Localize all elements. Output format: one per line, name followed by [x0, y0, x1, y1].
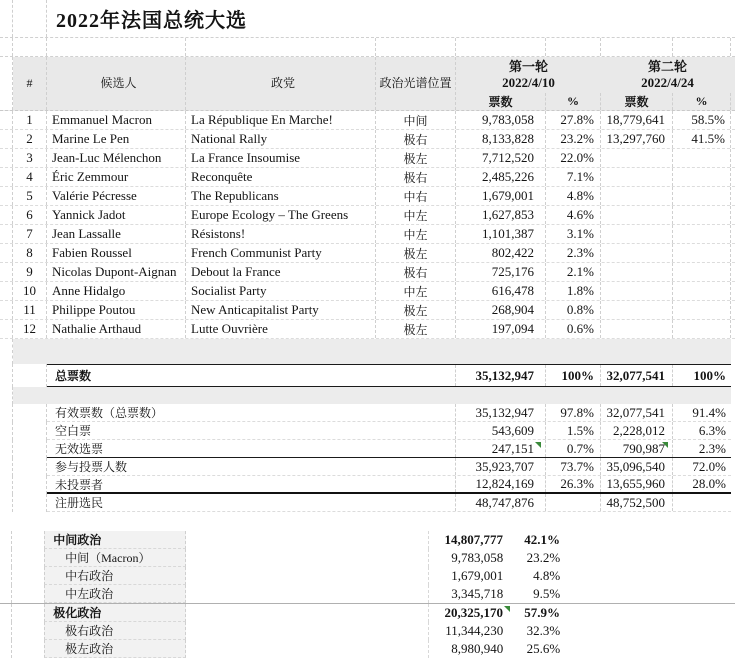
spectrum-cell[interactable]: 极左 [376, 244, 456, 262]
round1-votes-cell[interactable]: 616,478 [456, 282, 546, 300]
spacer-row [0, 387, 735, 404]
round2-pct-cell[interactable] [673, 168, 731, 186]
candidate-row [0, 111, 735, 130]
candidate-number-cell[interactable]: 1 [13, 111, 47, 129]
analysis-pct-cell[interactable]: 57.9% [524, 605, 561, 620]
blank-cell [566, 585, 735, 603]
gutter [0, 206, 13, 224]
blank-cell [186, 567, 429, 585]
spectrum-cell[interactable]: 中右 [376, 187, 456, 205]
blank-cell[interactable] [13, 440, 47, 458]
blank-cell[interactable] [12, 622, 44, 640]
gutter [0, 440, 13, 458]
candidate-number-cell[interactable]: 5 [13, 187, 47, 205]
blank-cell [186, 531, 429, 549]
gutter [0, 640, 12, 658]
round2-pct-cell[interactable]: 58.5% [673, 111, 731, 129]
gutter [0, 225, 13, 243]
gutter [0, 187, 13, 205]
candidate-number-cell[interactable]: 12 [13, 320, 47, 338]
blank-cell [186, 549, 429, 567]
summary-r1-votes-cell[interactable]: 48,747,876 [456, 494, 546, 511]
round1-votes-cell[interactable]: 1,101,387 [456, 225, 546, 243]
candidate-number-cell[interactable]: 6 [13, 206, 47, 224]
spacer-row [0, 339, 735, 364]
gutter [0, 387, 13, 404]
summary-r1-pct-cell[interactable]: 0.7% [546, 440, 601, 457]
round1-pct-cell[interactable]: 4.6% [546, 206, 601, 224]
candidate-name-cell[interactable]: Jean Lassalle [47, 225, 186, 243]
analysis-votes-cell[interactable]: 9,783,058 [451, 550, 504, 565]
summary-r2-pct-cell[interactable]: 28.0% [692, 476, 726, 491]
spectrum-cell[interactable]: 中左 [376, 206, 456, 224]
blank-cell [566, 640, 735, 658]
candidate-name-cell[interactable]: Marine Le Pen [47, 130, 186, 148]
summary-r2-pct-cell[interactable] [673, 494, 731, 511]
gutter [0, 422, 13, 440]
candidate-name-cell[interactable]: Yannick Jadot [47, 206, 186, 224]
round1-votes-cell[interactable]: 8,133,828 [456, 130, 546, 148]
summary-row [0, 422, 735, 440]
summary-row [0, 494, 735, 512]
summary-r2-pct-cell[interactable]: 6.3% [698, 422, 726, 438]
blank-cell[interactable] [13, 458, 47, 476]
blank-cell[interactable] [13, 364, 47, 387]
round2-votes-cell[interactable] [601, 320, 673, 338]
blank-cell [566, 604, 735, 622]
round1-votes-cell[interactable]: 268,904 [456, 301, 546, 319]
total-r1-votes[interactable]: 35,132,947 [456, 365, 546, 386]
round2-votes-cell[interactable]: 18,779,641 [601, 111, 673, 129]
summary-r1-pct-cell[interactable]: 26.3% [546, 476, 601, 492]
header-round1[interactable] [456, 57, 601, 93]
round1-pct-cell[interactable]: 0.6% [546, 320, 601, 338]
blank-cell[interactable] [13, 494, 47, 512]
summary-r2-votes-cell[interactable]: 35,096,540 [601, 458, 673, 475]
candidate-row [0, 130, 735, 149]
total-r1-pct[interactable]: 100% [546, 365, 601, 386]
blank-cell[interactable] [13, 476, 47, 494]
gutter [0, 458, 13, 476]
summary-r1-votes-cell[interactable]: 247,151 [456, 440, 546, 457]
blank-cell[interactable] [47, 38, 186, 56]
round2-votes-cell[interactable] [601, 282, 673, 300]
round1-pct-cell[interactable]: 23.2% [546, 130, 601, 148]
blank-row [0, 512, 735, 531]
gutter [0, 339, 13, 364]
candidate-name-cell[interactable]: Nicolas Dupont-Aignan [47, 263, 186, 281]
candidate-name-cell[interactable]: Valérie Pécresse [47, 187, 186, 205]
round2-votes-cell[interactable] [601, 206, 673, 224]
blank-cell [566, 622, 735, 640]
analysis-label-cell[interactable]: 中左政治 [44, 585, 186, 603]
summary-r1-pct-cell[interactable] [546, 494, 601, 511]
candidate-name-cell[interactable]: Nathalie Arthaud [47, 320, 186, 338]
round2-votes-cell[interactable]: 13,297,760 [601, 130, 673, 148]
analysis-label-cell[interactable]: 中间（Macron） [44, 549, 186, 567]
blank-cell[interactable] [12, 640, 44, 658]
gutter [0, 244, 13, 262]
candidate-row [0, 206, 735, 225]
candidate-name-cell[interactable]: Emmanuel Macron [47, 111, 186, 129]
analysis-label-cell[interactable]: 极左政治 [44, 640, 186, 658]
summary-r2-votes-cell[interactable]: 790,987 [601, 440, 673, 457]
round2-votes-cell[interactable] [601, 263, 673, 281]
gutter [0, 531, 12, 549]
candidate-row [0, 301, 735, 320]
round1-pct-cell[interactable]: 0.8% [546, 301, 601, 319]
page-title: 2022年法国总统大选 [56, 10, 247, 32]
round1-pct-cell[interactable]: 1.8% [546, 282, 601, 300]
summary-r2-pct-cell[interactable]: 72.0% [692, 458, 726, 474]
round2-pct-cell[interactable] [673, 244, 731, 262]
blank-cell[interactable] [376, 38, 456, 56]
header-round2-pct[interactable]: % [673, 93, 731, 110]
round1-pct-cell[interactable]: 2.1% [546, 263, 601, 281]
spectrum-cell[interactable]: 极右 [376, 263, 456, 281]
round2-pct-cell[interactable] [673, 187, 731, 205]
analysis-votes-cell[interactable]: 20,325,170 [429, 604, 514, 622]
spectrum-cell[interactable]: 中左 [376, 225, 456, 243]
gutter [0, 130, 13, 148]
gutter [0, 168, 13, 186]
summary-label-cell[interactable]: 空白票 [47, 422, 456, 439]
round1-votes-cell[interactable]: 9,783,058 [456, 111, 546, 129]
candidate-row [0, 320, 735, 339]
gutter [0, 567, 12, 585]
total-r2-votes[interactable]: 32,077,541 [601, 365, 673, 386]
summary-r1-votes-cell[interactable]: 35,923,707 [456, 458, 546, 475]
candidate-row [0, 244, 735, 263]
header-party[interactable]: 政党 [186, 57, 376, 110]
analysis-pct-cell[interactable]: 42.1% [524, 532, 561, 547]
candidate-number-cell[interactable]: 9 [13, 263, 47, 281]
analysis-votes-cell[interactable]: 3,345,718 [451, 586, 504, 601]
round1-votes-cell[interactable]: 1,627,853 [456, 206, 546, 224]
blank-cell[interactable] [673, 38, 731, 56]
analysis-label-cell[interactable]: 极右政治 [44, 622, 186, 640]
summary-r1-votes-cell[interactable]: 35,132,947 [456, 404, 546, 421]
candidate-name-cell[interactable]: Anne Hidalgo [47, 282, 186, 300]
round1-pct-cell[interactable]: 2.3% [546, 244, 601, 262]
candidate-number-cell[interactable]: 2 [13, 130, 47, 148]
summary-r1-pct-cell[interactable]: 97.8% [546, 404, 601, 421]
header-round1-pct[interactable]: % [546, 93, 601, 110]
blank-cell [186, 604, 429, 622]
candidate-number-cell[interactable]: 11 [13, 301, 47, 319]
round1-pct-cell[interactable]: 27.8% [546, 111, 601, 129]
gutter [0, 364, 13, 387]
blank-cell [566, 531, 735, 549]
spectrum-cell[interactable]: 极左 [376, 149, 456, 167]
analysis-pct-cell[interactable]: 9.5% [533, 586, 561, 601]
round2-name: 第二轮 [647, 59, 687, 74]
round2-votes-cell[interactable] [601, 168, 673, 186]
round1-pct-cell[interactable]: 7.1% [546, 168, 601, 186]
blank-cell[interactable] [12, 567, 44, 585]
round1-votes-cell[interactable]: 1,679,001 [456, 187, 546, 205]
candidate-name-cell[interactable]: Fabien Roussel [47, 244, 186, 262]
header-round2-votes[interactable]: 票数 [601, 93, 673, 110]
round1-name: 第一轮 [508, 59, 548, 74]
header-round2-group [601, 57, 734, 110]
round2-pct-cell[interactable] [673, 149, 731, 167]
candidate-name-cell[interactable]: Éric Zemmour [47, 168, 186, 186]
party-cell[interactable]: La République En Marche! [186, 111, 376, 129]
round1-pct-cell[interactable]: 22.0% [546, 149, 601, 167]
candidate-number-cell[interactable]: 4 [13, 168, 47, 186]
round1-pct-cell[interactable]: 4.8% [546, 187, 601, 205]
summary-row [0, 476, 735, 494]
gutter [0, 263, 13, 281]
header-spectrum[interactable]: 政治光谱位置 [376, 57, 456, 110]
analysis-row [0, 531, 735, 549]
round2-votes-cell[interactable] [601, 149, 673, 167]
summary-label-cell[interactable]: 参与投票人数 [47, 458, 456, 475]
round2-pct-cell[interactable] [673, 263, 731, 281]
analysis-row [0, 603, 735, 622]
summary-r1-votes-cell[interactable]: 543,609 [456, 422, 546, 439]
total-votes-label[interactable]: 总票数 [47, 365, 456, 386]
candidate-row [0, 187, 735, 206]
gutter [0, 622, 12, 640]
round2-votes-cell[interactable] [601, 301, 673, 319]
party-cell[interactable]: Lutte Ouvrière [186, 320, 376, 338]
spectrum-cell[interactable]: 中间 [376, 111, 456, 129]
title-gutter-cell [13, 0, 47, 37]
summary-r2-votes-cell[interactable]: 48,752,500 [601, 494, 673, 511]
spectrum-cell[interactable]: 极右 [376, 168, 456, 186]
gutter [0, 57, 13, 110]
round1-votes-cell[interactable]: 197,094 [456, 320, 546, 338]
candidate-row [0, 149, 735, 168]
analysis-votes-cell[interactable]: 11,344,230 [445, 623, 504, 638]
gutter [0, 404, 13, 422]
party-cell[interactable]: The Republicans [186, 187, 376, 205]
blank-cell [186, 640, 429, 658]
gutter [0, 149, 13, 167]
summary-rows [0, 404, 735, 512]
candidate-number-cell[interactable]: 7 [13, 225, 47, 243]
gutter [0, 320, 13, 338]
analysis-label-cell[interactable]: 中右政治 [44, 567, 186, 585]
candidate-number-cell[interactable]: 3 [13, 149, 47, 167]
spacer-fill [13, 387, 731, 404]
candidate-row [0, 282, 735, 301]
summary-r2-pct-cell[interactable]: 2.3% [698, 440, 726, 456]
round1-pct-cell[interactable]: 3.1% [546, 225, 601, 243]
summary-label-cell[interactable]: 未投票者 [47, 476, 456, 492]
party-cell[interactable]: Reconquête [186, 168, 376, 186]
spectrum-cell[interactable]: 极左 [376, 320, 456, 338]
summary-r2-votes-cell[interactable]: 32,077,541 [601, 404, 673, 421]
header-round1-group [456, 57, 601, 110]
analysis-pct-cell[interactable]: 32.3% [526, 623, 561, 638]
gutter [0, 494, 13, 512]
summary-row [0, 440, 735, 458]
analysis-pct-cell[interactable]: 23.2% [526, 550, 561, 565]
analysis-row [0, 549, 735, 567]
blank-cell[interactable] [601, 38, 673, 56]
blank-cell [186, 622, 429, 640]
candidate-row [0, 168, 735, 187]
round1-votes-cell[interactable]: 802,422 [456, 244, 546, 262]
summary-r2-votes-cell[interactable]: 13,655,960 [601, 476, 673, 492]
total-r2-pct[interactable]: 100% [693, 367, 726, 383]
round2-pct-cell[interactable] [673, 206, 731, 224]
spacer-fill [13, 339, 731, 364]
spectrum-cell[interactable]: 极右 [376, 130, 456, 148]
spectrum-cell[interactable]: 极左 [376, 301, 456, 319]
summary-r2-pct-cell[interactable]: 91.4% [692, 404, 726, 420]
blank-row [0, 38, 735, 57]
title-row [0, 0, 735, 38]
blank-cell [186, 585, 429, 603]
round2-pct-cell[interactable] [673, 225, 731, 243]
blank-cell[interactable] [12, 549, 44, 567]
gutter [0, 111, 13, 129]
summary-label-cell[interactable]: 无效选票 [47, 440, 456, 457]
blank-cell[interactable] [186, 38, 376, 56]
round2-pct-cell[interactable]: 41.5% [673, 130, 731, 148]
candidate-name-cell[interactable]: Philippe Poutou [47, 301, 186, 319]
header-round2[interactable] [601, 57, 734, 93]
party-cell[interactable]: Debout la France [186, 263, 376, 281]
summary-label-cell[interactable]: 有效票数（总票数） [47, 404, 456, 421]
header-number[interactable]: # [13, 57, 47, 110]
analysis-label-cell[interactable]: 极化政治 [44, 604, 185, 622]
round1-date: 2022/4/10 [502, 75, 555, 90]
round2-pct-cell[interactable] [673, 301, 731, 319]
analysis-votes-cell[interactable]: 14,807,777 [444, 532, 504, 547]
gutter [0, 282, 13, 300]
blank-cell [566, 567, 735, 585]
candidate-name-cell[interactable]: Jean-Luc Mélenchon [47, 149, 186, 167]
total-votes-row [0, 364, 735, 387]
analysis-row [0, 622, 735, 640]
party-cell[interactable]: French Communist Party [186, 244, 376, 262]
blank-cell[interactable] [12, 531, 44, 549]
round1-votes-cell[interactable]: 2,485,226 [456, 168, 546, 186]
analysis-row [0, 640, 735, 658]
summary-row [0, 404, 735, 422]
summary-r2-votes-cell[interactable]: 2,228,012 [601, 422, 673, 439]
round1-votes-cell[interactable]: 725,176 [456, 263, 546, 281]
analysis-pct-cell[interactable]: 4.8% [533, 568, 561, 583]
blank-cell[interactable] [456, 38, 546, 56]
blank-cell[interactable] [546, 38, 601, 56]
analysis-label-cell[interactable]: 中间政治 [44, 531, 185, 549]
round2-pct-cell[interactable] [673, 282, 731, 300]
party-cell[interactable]: La France Insoumise [186, 149, 376, 167]
party-cell[interactable]: Résistons! [186, 225, 376, 243]
round2-votes-cell[interactable] [601, 187, 673, 205]
party-cell[interactable]: National Rally [186, 130, 376, 148]
spectrum-cell[interactable]: 中左 [376, 282, 456, 300]
analysis-votes-cell[interactable]: 8,980,940 [451, 641, 504, 656]
gutter [0, 301, 13, 319]
round1-votes-cell[interactable]: 7,712,520 [456, 149, 546, 167]
gutter [0, 0, 13, 37]
candidate-number-cell[interactable]: 8 [13, 244, 47, 262]
analysis-votes-cell[interactable]: 1,679,001 [451, 568, 504, 583]
gutter [0, 585, 12, 603]
blank-cell[interactable] [12, 604, 44, 622]
gutter [0, 604, 12, 622]
blank-cell [566, 549, 735, 567]
candidate-rows [0, 111, 735, 339]
summary-r1-pct-cell[interactable]: 73.7% [546, 458, 601, 475]
candidate-row [0, 263, 735, 282]
gutter [0, 549, 12, 567]
round2-votes-cell[interactable] [601, 244, 673, 262]
summary-r1-pct-cell[interactable]: 1.5% [546, 422, 601, 439]
party-cell[interactable]: New Anticapitalist Party [186, 301, 376, 319]
table-header [0, 57, 735, 111]
round2-votes-cell[interactable] [601, 225, 673, 243]
header-candidate[interactable]: 候选人 [47, 57, 186, 110]
candidate-row [0, 225, 735, 244]
gutter [0, 38, 13, 56]
blank-cell[interactable] [12, 585, 44, 603]
blank-cell[interactable] [13, 404, 47, 422]
summary-r1-votes-cell[interactable]: 12,824,169 [456, 476, 546, 492]
analysis-row [0, 567, 735, 585]
gutter [0, 476, 13, 494]
round2-pct-cell[interactable] [673, 320, 731, 338]
summary-row [0, 458, 735, 476]
analysis-row [0, 585, 735, 603]
header-round1-votes[interactable]: 票数 [456, 93, 546, 110]
blank-cell[interactable] [13, 38, 47, 56]
summary-label-cell[interactable]: 注册选民 [47, 494, 456, 511]
analysis-rows [0, 531, 735, 658]
analysis-pct-cell[interactable]: 25.6% [526, 641, 561, 656]
round2-date: 2022/4/24 [641, 75, 694, 90]
candidate-number-cell[interactable]: 10 [13, 282, 47, 300]
party-cell[interactable]: Socialist Party [186, 282, 376, 300]
blank-cell[interactable] [13, 422, 47, 440]
party-cell[interactable]: Europe Ecology – The Greens [186, 206, 376, 224]
